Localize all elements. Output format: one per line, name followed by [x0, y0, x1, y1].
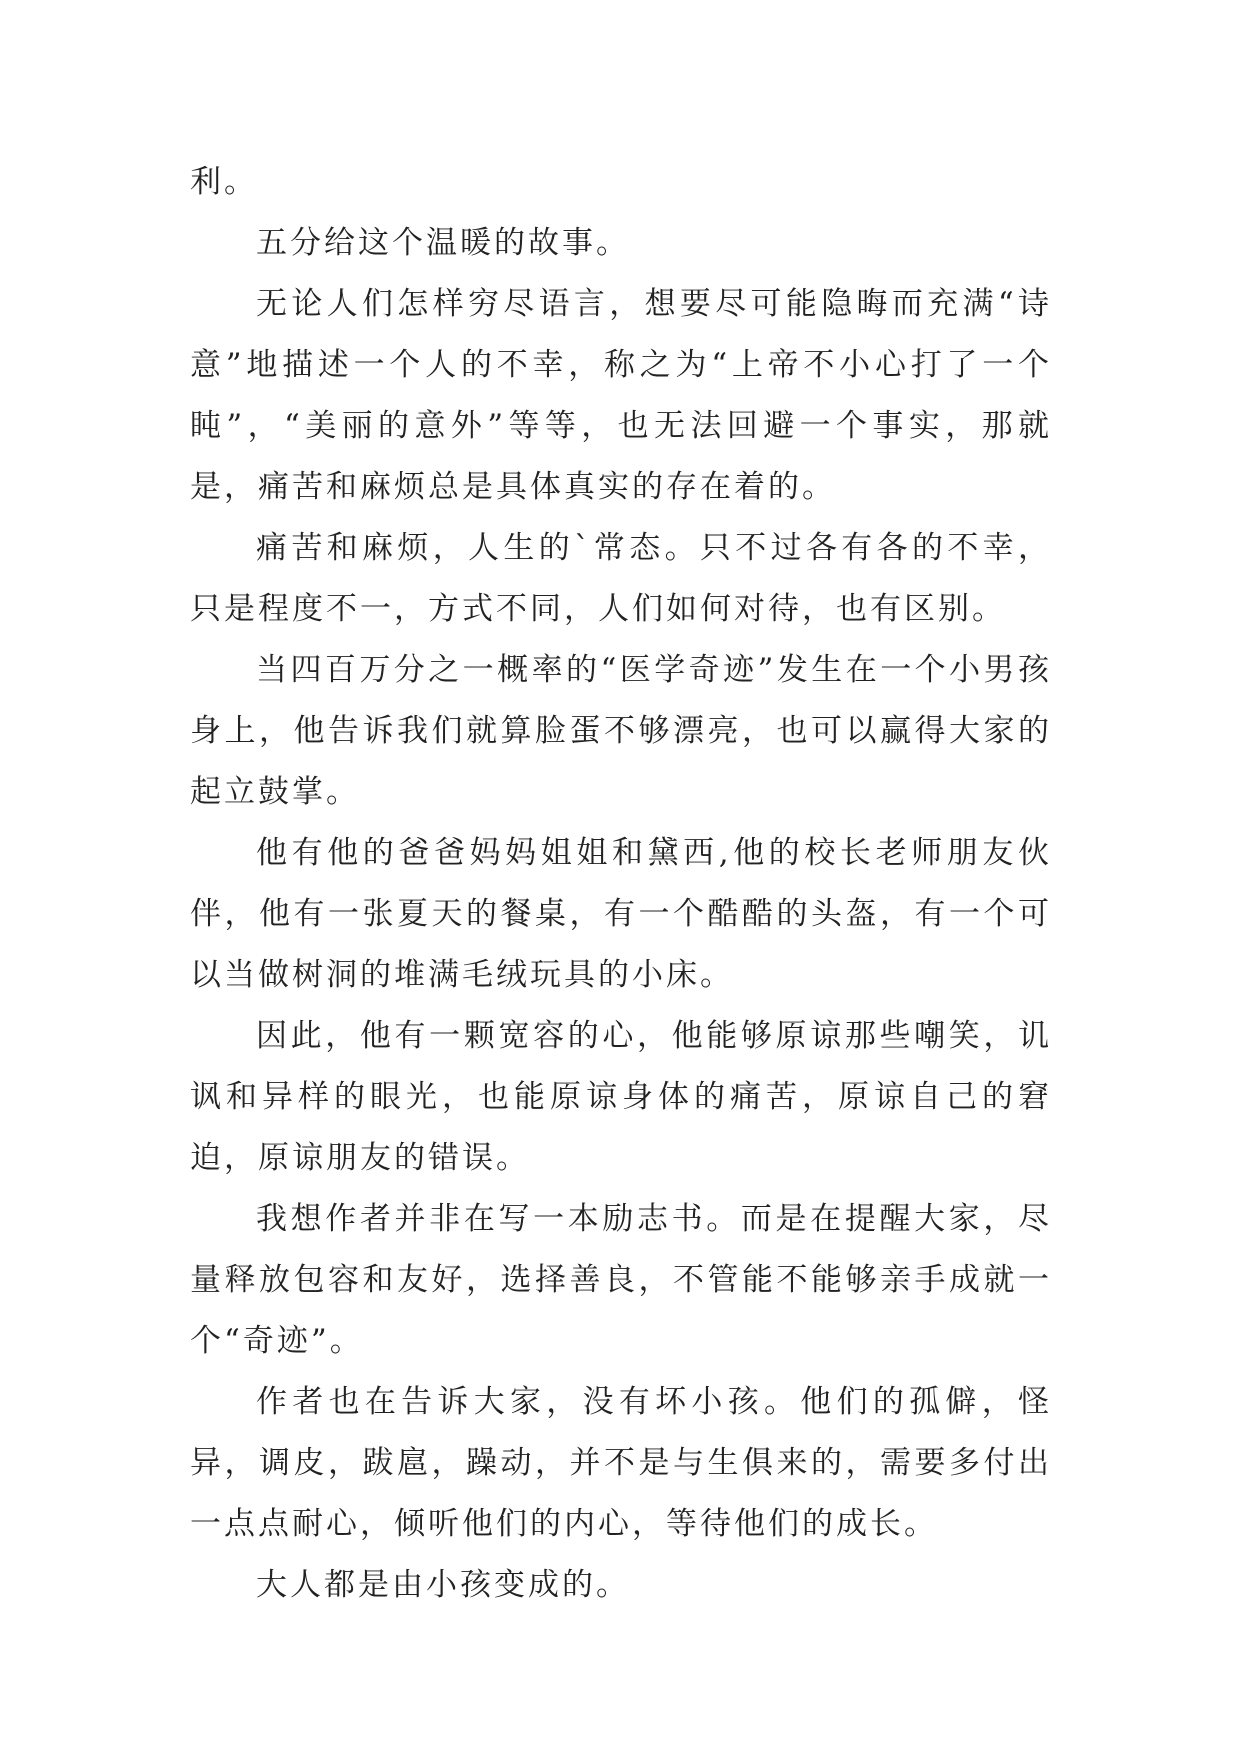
document-body [190, 152, 1052, 1616]
paragraph-5: 当四百万分之一概率的“医学奇迹”发生在一个小男孩身上，他告诉我们就算脸蛋不够漂亮，也可以赢得大家的起立鼓掌。 [190, 652, 1052, 810]
paragraph-1: 利。 [190, 164, 258, 200]
paragraph-9: 作者也在告诉大家，没有坏小孩。他们的孤僻，怪异，调皮，跋扈，躁动，并不是与生俱来的，需要多付出一点点耐心，倾听他们的内心，等待他们的成长。 [190, 1384, 1052, 1542]
paragraph-7: 因此，他有一颗宽容的心，他能够原谅那些嘲笑，讥讽和异样的眼光，也能原谅身体的痛苦，原谅自己的窘迫，原谅朋友的错误。 [190, 1018, 1052, 1176]
paragraph-4: 痛苦和麻烦，人生的`常态。只不过各有各的不幸，只是程度不一，方式不同，人们如何对待，也有区别。 [190, 530, 1052, 627]
paragraph-2: 五分给这个温暖的故事。 [256, 225, 630, 261]
paragraph-3: 无论人们怎样穷尽语言，想要尽可能隐晦而充满“诗意”地描述一个人的不幸，称之为“上帝不小心打了一个盹”，“美丽的意外”等等，也无法回避一个事实，那就是，痛苦和麻烦总是具体真实的存在着的。 [190, 286, 1052, 505]
paragraph-6: 他有他的爸爸妈妈姐姐和黛西,他的校长老师朋友伙伴，他有一张夏天的餐桌，有一个酷酷的头盔，有一个可以当做树洞的堆满毛绒玩具的小床。 [190, 835, 1052, 993]
paragraph-10: 大人都是由小孩变成的。 [256, 1567, 630, 1603]
paragraph-8: 我想作者并非在写一本励志书。而是在提醒大家，尽量释放包容和友好，选择善良，不管能不能够亲手成就一个“奇迹”。 [190, 1201, 1052, 1359]
